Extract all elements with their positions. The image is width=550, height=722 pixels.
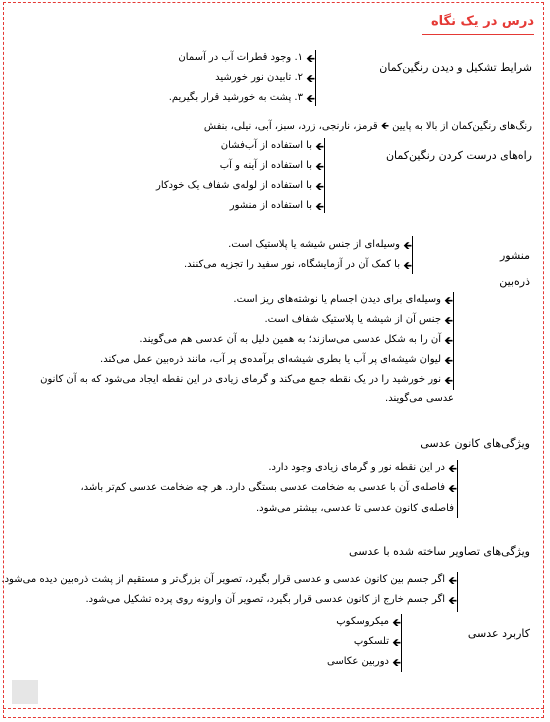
arrow-left-icon: 🡸 (448, 482, 457, 495)
page-bottom-divider (3, 708, 544, 709)
section-lens-uses-label: کاربرد عدسی (467, 627, 530, 640)
list-item: 🡸 میکروسکوپ (336, 616, 401, 629)
list-item: 🡸 نور خورشید را در یک نقطه جمع می‌کند و گرمای زیادی در این نقطه ایجاد می‌شود که به آن کانون (40, 374, 453, 387)
arrow-left-icon: 🡸 (444, 314, 453, 327)
page-title: درس در یک نگاه (430, 14, 534, 29)
list-item: 🡸 با استفاده از آب‌فشان (220, 140, 324, 153)
magnifier-continuation: عدسی می‌گویند. (385, 393, 454, 404)
list-item: 🡸 جنس آن از شیشه یا پلاستیک شفاف است. (264, 314, 453, 327)
arrow-left-icon: 🡸 (444, 374, 453, 387)
arrow-left-icon: 🡸 (392, 616, 401, 629)
section-focus-label: ویژگی‌های کانون عدسی (420, 437, 530, 450)
list-item: 🡸 وسیله‌ای از جنس شیشه یا پلاستیک است. (228, 239, 412, 252)
arrow-left-icon: 🡸 (392, 656, 401, 669)
section-images-label: ویژگی‌های تصاویر ساخته شده با عدسی (349, 545, 530, 558)
arrow-left-icon: 🡸 (306, 92, 315, 105)
arrow-left-icon: 🡸 (315, 180, 324, 193)
magnifier-list (40, 292, 454, 390)
arrow-left-icon: 🡸 (448, 574, 457, 587)
section-magnifier-label: ذره‌بین (499, 275, 530, 288)
list-item: 🡸 با استفاده از منشور (229, 200, 324, 213)
arrow-left-icon: 🡸 (306, 72, 315, 85)
list-item: 🡸 تلسکوپ (353, 636, 401, 649)
arrow-left-icon: 🡸 (306, 52, 315, 65)
lens-uses-list (327, 614, 402, 672)
list-item: 🡸 ۱. وجود قطرات آب در آسمان (178, 52, 315, 65)
list-item: 🡸 وسیله‌ای برای دیدن اجسام یا نوشته‌های ریز است. (233, 294, 453, 307)
list-item: 🡸 ۲. تابیدن نور خورشید (215, 72, 315, 85)
section-make-rainbow-label: راه‌های درست کردن رنگین‌کمان (385, 149, 532, 162)
arrow-left-icon: 🡸 (315, 200, 324, 213)
arrow-left-icon: 🡸 (403, 239, 412, 252)
list-item: 🡸 در این نقطه نور و گرمای زیادی وجود دارد. (268, 462, 457, 475)
rainbow-conditions-list (169, 50, 316, 106)
section-prism-label: منشور (499, 249, 530, 262)
arrow-left-icon: 🡸 (315, 160, 324, 173)
list-item: 🡸 فاصله‌ی آن با عدسی به ضخامت عدسی بستگی دارد. هر چه ضخامت عدسی کم‌تر باشد، (80, 482, 457, 495)
list-item: 🡸 با استفاده از آینه و آب (219, 160, 324, 173)
arrow-left-icon: 🡸 (448, 594, 457, 607)
list-item: 🡸 اگر جسم خارج از کانون عدسی قرار بگیرد، تصویر آن وارونه روی پرده تشکیل می‌شود. (85, 594, 457, 607)
list-item: 🡸 دوربین عکاسی (327, 656, 401, 669)
arrow-left-icon: 🡸 (444, 354, 453, 367)
list-item: 🡸 با کمک آن در آزمایشگاه، نور سفید را تجزیه می‌کنند. (184, 259, 412, 272)
rainbow-colors-label: رنگ‌های رنگین‌کمان از بالا به پایین (392, 121, 532, 132)
list-item: 🡸 ۳. پشت به خورشید قرار بگیریم. (168, 92, 315, 105)
section-rainbow-conditions-label: شرایط تشکیل و دیدن رنگین‌کمان (379, 61, 532, 74)
rainbow-colors-value: قرمز، نارنجی، زرد، سبز، آبی، نیلی، بنفش (203, 121, 378, 132)
focus-continuation: فاصله‌ی کانون عدسی تا عدسی، بیشتر می‌شود. (255, 503, 454, 514)
arrow-left-icon: 🡸 (403, 259, 412, 272)
prism-list (184, 236, 413, 274)
images-list (1, 572, 458, 612)
arrow-left-icon: 🡸 (444, 334, 453, 347)
rainbow-colors-row (204, 122, 532, 132)
arrow-left-icon: 🡸 (444, 294, 453, 307)
list-item: 🡸 با استفاده از لوله‌ی شفاف یک خودکار (156, 180, 324, 193)
make-rainbow-list (156, 138, 325, 213)
list-item: 🡸 آن را به شکل عدسی می‌سازند؛ به همین دلیل به آن عدسی هم می‌گویند. (139, 334, 453, 347)
arrow-left-icon: 🡸 (392, 636, 401, 649)
arrow-left-icon: 🡸 (380, 121, 389, 132)
arrow-left-icon: 🡸 (315, 140, 324, 153)
arrow-left-icon: 🡸 (448, 462, 457, 475)
list-item: 🡸 اگر جسم بین کانون عدسی و عدسی قرار بگیرد، تصویر آن بزرگ‌تر و مستقیم از پشت ذره‌بین دیده می‌شود. (1, 574, 457, 587)
title-underline (422, 34, 534, 35)
corner-box (12, 680, 38, 704)
list-item: 🡸 لیوان شیشه‌ای پر آب یا بطری شیشه‌ای برآمده‌ی پر آب، مانند ذره‌بین عمل می‌کند. (100, 354, 453, 367)
